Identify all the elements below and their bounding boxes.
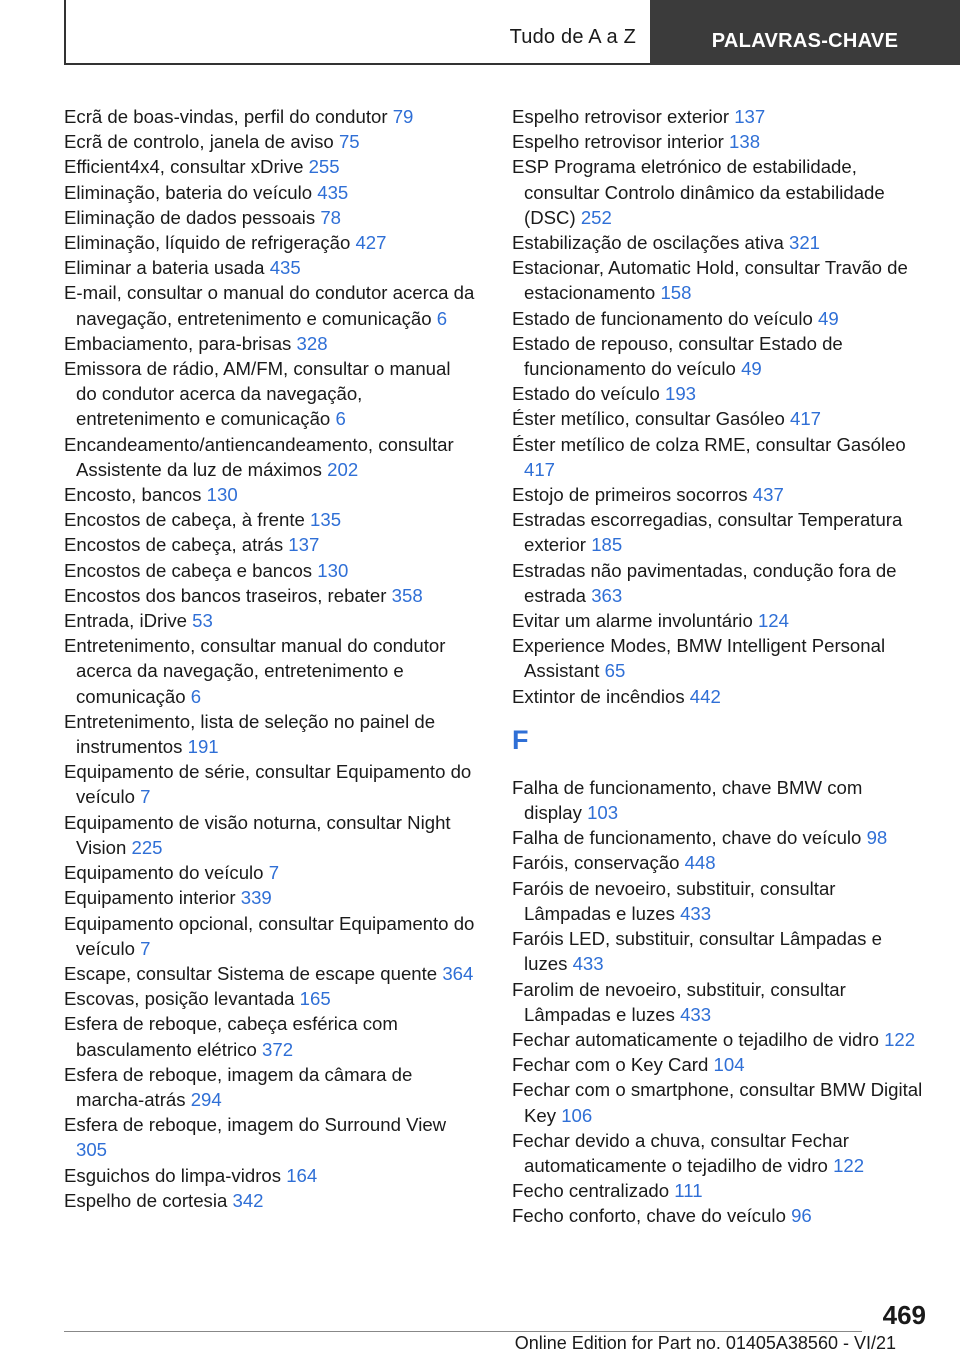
index-entry [64, 331, 476, 356]
index-entry-term: Escovas, posição levantada [64, 988, 295, 1010]
index-entry [512, 129, 924, 154]
index-entry-term: Equipamento de série, consultar Equipamento do veículo [64, 761, 472, 808]
index-entry-term: Encostos de cabeça e bancos [64, 559, 313, 581]
index-entry-term: Éster metílico, consultar Gasóleo [512, 408, 785, 430]
index-entry-term: Faróis de nevoeiro, substituir, consultar Lâmpadas e luzes [512, 877, 836, 924]
index-entry [64, 558, 476, 583]
index-entry-page-link[interactable]: 363 [591, 584, 623, 606]
index-entry [64, 1188, 476, 1213]
index-entry-term: Faróis LED, substituir, consultar Lâmpadas e luzes [512, 928, 882, 975]
index-entry [64, 961, 476, 986]
index-entry-page-link[interactable]: 433 [572, 953, 604, 975]
index-entry-term: Escape, consultar Sistema de escape quente [64, 962, 438, 984]
index-entry [64, 255, 476, 280]
index-entry-page-link[interactable]: 191 [187, 736, 219, 758]
index-entry-term: Estacionar, Automatic Hold, consultar Travão de estacionamento [512, 257, 908, 304]
index-entry [64, 129, 476, 154]
index-entry-page-link[interactable]: 185 [591, 534, 623, 556]
header-bottom-rule [64, 63, 650, 65]
index-entry-page-link[interactable]: 435 [317, 181, 349, 203]
index-entry [512, 255, 924, 305]
index-entry-term: Esguichos do limpa-vidros [64, 1164, 282, 1186]
index-entry-page-link[interactable]: 435 [269, 257, 301, 279]
index-entry-page-link[interactable]: 7 [140, 786, 151, 808]
index-entry-term: Estojo de primeiros socorros [512, 484, 748, 506]
index-entry-term: Espelho de cortesia [64, 1189, 228, 1211]
index-entry-term: Evitar um alarme involuntário [512, 610, 753, 632]
index-entry-term: Fechar devido a chuva, consultar Fechar automaticamente o tejadilho de vidro [512, 1129, 849, 1176]
section-letter-heading: F [512, 724, 529, 755]
index-entry-term: Equipamento interior [64, 887, 236, 909]
index-entry-term: Fechar com o Key Card [512, 1054, 709, 1076]
index-entry-page-link[interactable]: 339 [240, 887, 272, 909]
index-entry-term: Estado do veículo [512, 383, 660, 405]
index-entry [64, 759, 476, 809]
index-entry-page-link[interactable]: 433 [680, 1003, 712, 1025]
index-entry-term: Entretenimento, lista de seleção no painel de instrumentos [64, 710, 436, 758]
index-entry-term: Entrada, iDrive [64, 610, 187, 632]
index-entry-page-link[interactable]: 417 [524, 458, 556, 480]
index-entry [512, 507, 924, 557]
index-entry-term: Fecho centralizado [512, 1180, 670, 1202]
index-entry-term: Estradas não pavimentadas, condução fora de estrada [512, 559, 897, 606]
index-entry-page-link[interactable]: 193 [665, 383, 697, 405]
index-entry-term: Estado de funcionamento do veículo [512, 307, 813, 329]
index-entry-page-link[interactable]: 130 [317, 559, 349, 581]
index-entry [512, 684, 924, 709]
index-entry-term: Farolim de nevoeiro, substituir, consultar Lâmpadas e luzes [512, 978, 846, 1025]
index-entry [512, 154, 924, 230]
index-entry-page-link[interactable]: 49 [817, 307, 839, 329]
index-entry-term: Estradas escorregadias, consultar Temperatura exterior [512, 509, 903, 556]
index-entry [64, 860, 476, 885]
index-group-e [512, 104, 924, 709]
index-entry-page-link[interactable]: 79 [392, 106, 414, 127]
index-entry-page-link[interactable]: 124 [757, 610, 789, 632]
index-column-right [512, 104, 924, 1229]
index-entry-page-link[interactable]: 6 [335, 408, 346, 430]
index-entry-term: Efficient4x4, consultar xDrive [64, 156, 304, 178]
index-entry-page-link[interactable]: 53 [192, 610, 213, 632]
index-entry [512, 1027, 924, 1052]
index-entry-page-link[interactable]: 225 [131, 836, 163, 858]
index-entry-page-link[interactable]: 75 [338, 131, 360, 153]
index-entry-page-link[interactable]: 65 [604, 660, 626, 682]
index-entry [512, 406, 924, 431]
index-entry [512, 432, 924, 482]
index-entry-page-link[interactable]: 122 [833, 1154, 865, 1176]
index-entry-term: Equipamento de visão noturna, consultar Night Vision [64, 811, 451, 858]
index-entry-term: Encosto, bancos [64, 484, 202, 506]
header-section-title: Tudo de A a Z [509, 26, 636, 48]
index-entry-term: Esfera de reboque, imagem do Surround View [64, 1114, 447, 1136]
index-entry-page-link[interactable]: 165 [299, 988, 331, 1010]
footer-edition: Online Edition for Part no. 01405A38560 - VI/21 [514, 1333, 896, 1353]
index-entry-page-link[interactable]: 342 [232, 1189, 264, 1211]
index-entry [512, 850, 924, 875]
index-entry-term: Esfera de reboque, imagem da câmara de marcha-atrás [64, 1063, 413, 1110]
index-entry [512, 825, 924, 850]
index-entry-term: Eliminar a bateria usada [64, 257, 265, 279]
index-entry-term: Espelho retrovisor interior [512, 131, 724, 153]
index-entry [64, 911, 476, 961]
index-entry-page-link[interactable]: 358 [391, 584, 423, 606]
index-column-left [64, 104, 476, 1213]
index-entry [64, 507, 476, 532]
index-entry-term: Equipamento opcional, consultar Equipamento do veículo [64, 912, 475, 959]
index-entry [64, 709, 476, 759]
index-entry-term: Ecrã de controlo, janela de aviso [64, 131, 334, 153]
index-entry-term: Embaciamento, para-brisas [64, 332, 292, 354]
index-entry [512, 482, 924, 507]
index-entry-term: Encandeamento/antiencandeamento, consultar Assistente da luz de máximos [64, 433, 454, 480]
index-entry-page-link[interactable]: 7 [268, 862, 280, 884]
index-entry [64, 1163, 476, 1188]
index-entry-page-link[interactable]: 437 [752, 484, 784, 506]
index-entry-page-link[interactable]: 6 [436, 307, 448, 329]
index-entry-page-link[interactable]: 328 [296, 332, 328, 354]
index-entry [512, 331, 924, 381]
index-entry [64, 154, 476, 179]
index-entry [512, 633, 924, 683]
index-entry [64, 280, 476, 330]
index-entry [512, 1052, 924, 1077]
header-left-rule [64, 0, 66, 64]
index-entry [512, 1178, 924, 1203]
index-entry [512, 775, 924, 825]
index-entry-term: Encostos de cabeça, atrás [64, 534, 284, 556]
index-entry [512, 926, 924, 976]
index-entry-page-link[interactable]: 433 [680, 902, 712, 924]
index-entry-page-link[interactable]: 448 [684, 852, 716, 874]
index-entry-page-link[interactable]: 164 [286, 1164, 318, 1186]
footer-rule [64, 1331, 862, 1332]
index-entry [64, 885, 476, 910]
index-entry-term: E-mail, consultar o manual do condutor acerca da navegação, entretenimento e comunicação [64, 282, 475, 329]
index-entry [64, 205, 476, 230]
index-entry [512, 1077, 924, 1127]
index-entry-term: Ecrã de boas-vindas, perfil do condutor [64, 106, 388, 127]
index-entry-term: Estado de repouso, consultar Estado de funcionamento do veículo [512, 332, 843, 380]
index-entry-page-link[interactable]: 427 [355, 232, 387, 254]
index-entry-page-link[interactable]: 294 [190, 1088, 222, 1110]
index-entry [64, 608, 476, 633]
index-entry-term: Falha de funcionamento, chave BMW com display [512, 776, 863, 824]
index-entry-page-link[interactable]: 158 [660, 282, 692, 304]
index-entry [64, 482, 476, 507]
index-entry-term: Espelho retrovisor exterior [512, 106, 730, 127]
index-entry-page-link[interactable]: 417 [790, 408, 822, 430]
page-number: 469 [882, 1300, 926, 1330]
index-entry [512, 381, 924, 406]
index-entry-term: Entretenimento, consultar manual do condutor acerca da navegação, entretenimento e comunicação [64, 635, 446, 707]
index-entry-page-link[interactable]: 364 [442, 962, 474, 984]
index-entry-page-link[interactable]: 103 [587, 802, 619, 824]
index-entry-term: Fechar automaticamente o tejadilho de vidro [512, 1028, 879, 1050]
index-entry-page-link[interactable]: 111 [674, 1180, 703, 1202]
index-entry-page-link[interactable]: 137 [734, 106, 766, 127]
index-entry-term: Faróis, conservação [512, 852, 680, 874]
index-entry [512, 977, 924, 1027]
index-entry [64, 1062, 476, 1112]
index-entry-term: ESP Programa eletrónico de estabilidade, consultar Controlo dinâmico da estabilidade (DSC) [512, 156, 885, 228]
index-entry-page-link[interactable]: 122 [884, 1028, 916, 1050]
index-entry-term: Falha de funcionamento, chave do veículo [512, 827, 862, 849]
index-entry-term: Emissora de rádio, AM/FM, consultar o manual do condutor acerca da navegação, entretenimento e comunicação [64, 358, 451, 430]
index-entry [64, 532, 476, 557]
index-entry-page-link[interactable]: 252 [580, 206, 612, 228]
index-entry [512, 230, 924, 255]
index-entry [64, 356, 476, 432]
index-entry-term: Encostos de cabeça, à frente [64, 509, 305, 531]
index-entry-term: Estabilização de oscilações ativa [512, 232, 784, 254]
index-entry [512, 558, 924, 608]
index-group-f [512, 775, 924, 1229]
index-entry-term: Encostos dos bancos traseiros, rebater [64, 584, 387, 606]
index-entry [512, 1203, 924, 1228]
index-entry-term: Esfera de reboque, cabeça esférica com basculamento elétrico [64, 1013, 398, 1060]
index-entry [64, 104, 476, 129]
index-entry-page-link[interactable]: 305 [76, 1139, 108, 1161]
index-entry-page-link[interactable]: 442 [689, 685, 721, 707]
index-entry [64, 230, 476, 255]
index-entry [64, 810, 476, 860]
index-entry-term: Eliminação de dados pessoais [64, 206, 316, 228]
index-entry-term: Fecho conforto, chave do veículo [512, 1205, 786, 1227]
index-entry [512, 306, 924, 331]
index-entry-term: Extintor de incêndios [512, 685, 685, 707]
index-entry-term: Eliminação, bateria do veículo [64, 181, 313, 203]
index-entry [64, 633, 476, 709]
index-entry [64, 986, 476, 1011]
index-entry [512, 1128, 924, 1178]
index-entry-page-link[interactable]: 98 [866, 827, 888, 849]
index-entry-page-link[interactable]: 106 [561, 1104, 593, 1126]
index-entry [64, 432, 476, 482]
index-entry-page-link[interactable]: 78 [320, 206, 342, 228]
index-entry-page-link[interactable]: 135 [310, 509, 342, 531]
index-entry-page-link[interactable]: 6 [190, 685, 202, 707]
index-entry-page-link[interactable]: 138 [729, 131, 761, 153]
index-entry-page-link[interactable]: 255 [308, 156, 340, 178]
index-entry-page-link[interactable]: 202 [327, 458, 359, 480]
index-entry-page-link[interactable]: 137 [288, 534, 320, 556]
index-entry [512, 876, 924, 926]
index-entry-page-link[interactable]: 7 [140, 937, 151, 959]
index-entry-term: Experience Modes, BMW Intelligent Personal Assistant [512, 635, 886, 682]
index-entry-term: Éster metílico de colza RME, consultar Gasóleo [512, 433, 906, 455]
index-entry-term: Equipamento do veículo [64, 862, 264, 884]
index-entry-page-link[interactable]: 104 [713, 1054, 745, 1076]
index-entry [64, 1112, 476, 1162]
index-entry [512, 608, 924, 633]
index-entry [64, 583, 476, 608]
index-entry-term: Fechar com o smartphone, consultar BMW Digital Key [512, 1079, 923, 1126]
index-entry-term: Eliminação, líquido de refrigeração [64, 232, 351, 254]
index-entry [64, 180, 476, 205]
index-entry-page-link[interactable]: 96 [791, 1205, 812, 1227]
index-entry [64, 1011, 476, 1061]
index-entry-page-link[interactable]: 321 [789, 232, 821, 254]
index-entry-page-link[interactable]: 49 [741, 358, 762, 380]
index-entry-page-link[interactable]: 372 [262, 1038, 294, 1060]
index-entry-page-link[interactable]: 130 [206, 484, 238, 506]
header-chapter-tab: PALAVRAS-CHAVE [650, 0, 960, 65]
index-entry [512, 104, 924, 129]
